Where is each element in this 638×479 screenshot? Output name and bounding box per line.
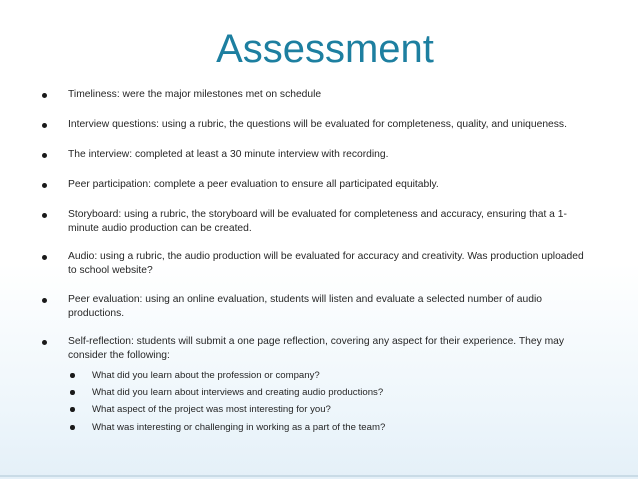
bullet-icon [40,208,48,222]
bullet-text: Timeliness: were the major milestones met on schedule [68,89,322,100]
bullet-text: Audio: using a rubric, the audio production will be evaluated for accuracy and creativity. Was production uploaded to school website? [68,251,584,276]
bullet-icon [40,178,48,192]
bullet-icon [40,88,48,102]
sub-bullet-icon [69,386,76,399]
sub-bullet-icon [69,403,76,416]
bullet-text: Peer participation: complete a peer evaluation to ensure all participated equitably. [68,179,439,190]
bullet-icon [40,118,48,132]
sub-bullet-icon [69,369,76,382]
sub-bullet-text: What did you learn about interviews and creating audio productions? [92,387,384,398]
bottom-divider [0,475,638,477]
bullet-icon [40,148,48,162]
bullet-text: Interview questions: using a rubric, the questions will be evaluated for completeness, quality, and uniqueness. [68,119,567,130]
bullet-text: Self-reflection: students will submit a one page reflection, covering any aspect for their experience. They may consider the following: [68,336,565,361]
bullet-icon [40,335,48,349]
bullet-icon [40,250,48,264]
slide-title: Assessment [216,27,434,71]
sub-bullet-icon [69,421,76,434]
bullet-text: Peer evaluation: using an online evaluation, students will listen and evaluate a selected number of audio productions. [68,294,542,319]
bullet-text: Storyboard: using a rubric, the storyboard will be evaluated for completeness and accuracy, ensuring that a 1-minute audio production can be created. [68,209,567,234]
sub-bullet-text: What aspect of the project was most interesting for you? [92,404,331,415]
bullet-icon [40,293,48,307]
bullet-text: The interview: completed at least a 30 minute interview with recording. [68,149,389,160]
sub-bullet-text: What did you learn about the profession or company? [92,370,320,381]
sub-bullet-text: What was interesting or challenging in working as a part of the team? [92,422,386,433]
